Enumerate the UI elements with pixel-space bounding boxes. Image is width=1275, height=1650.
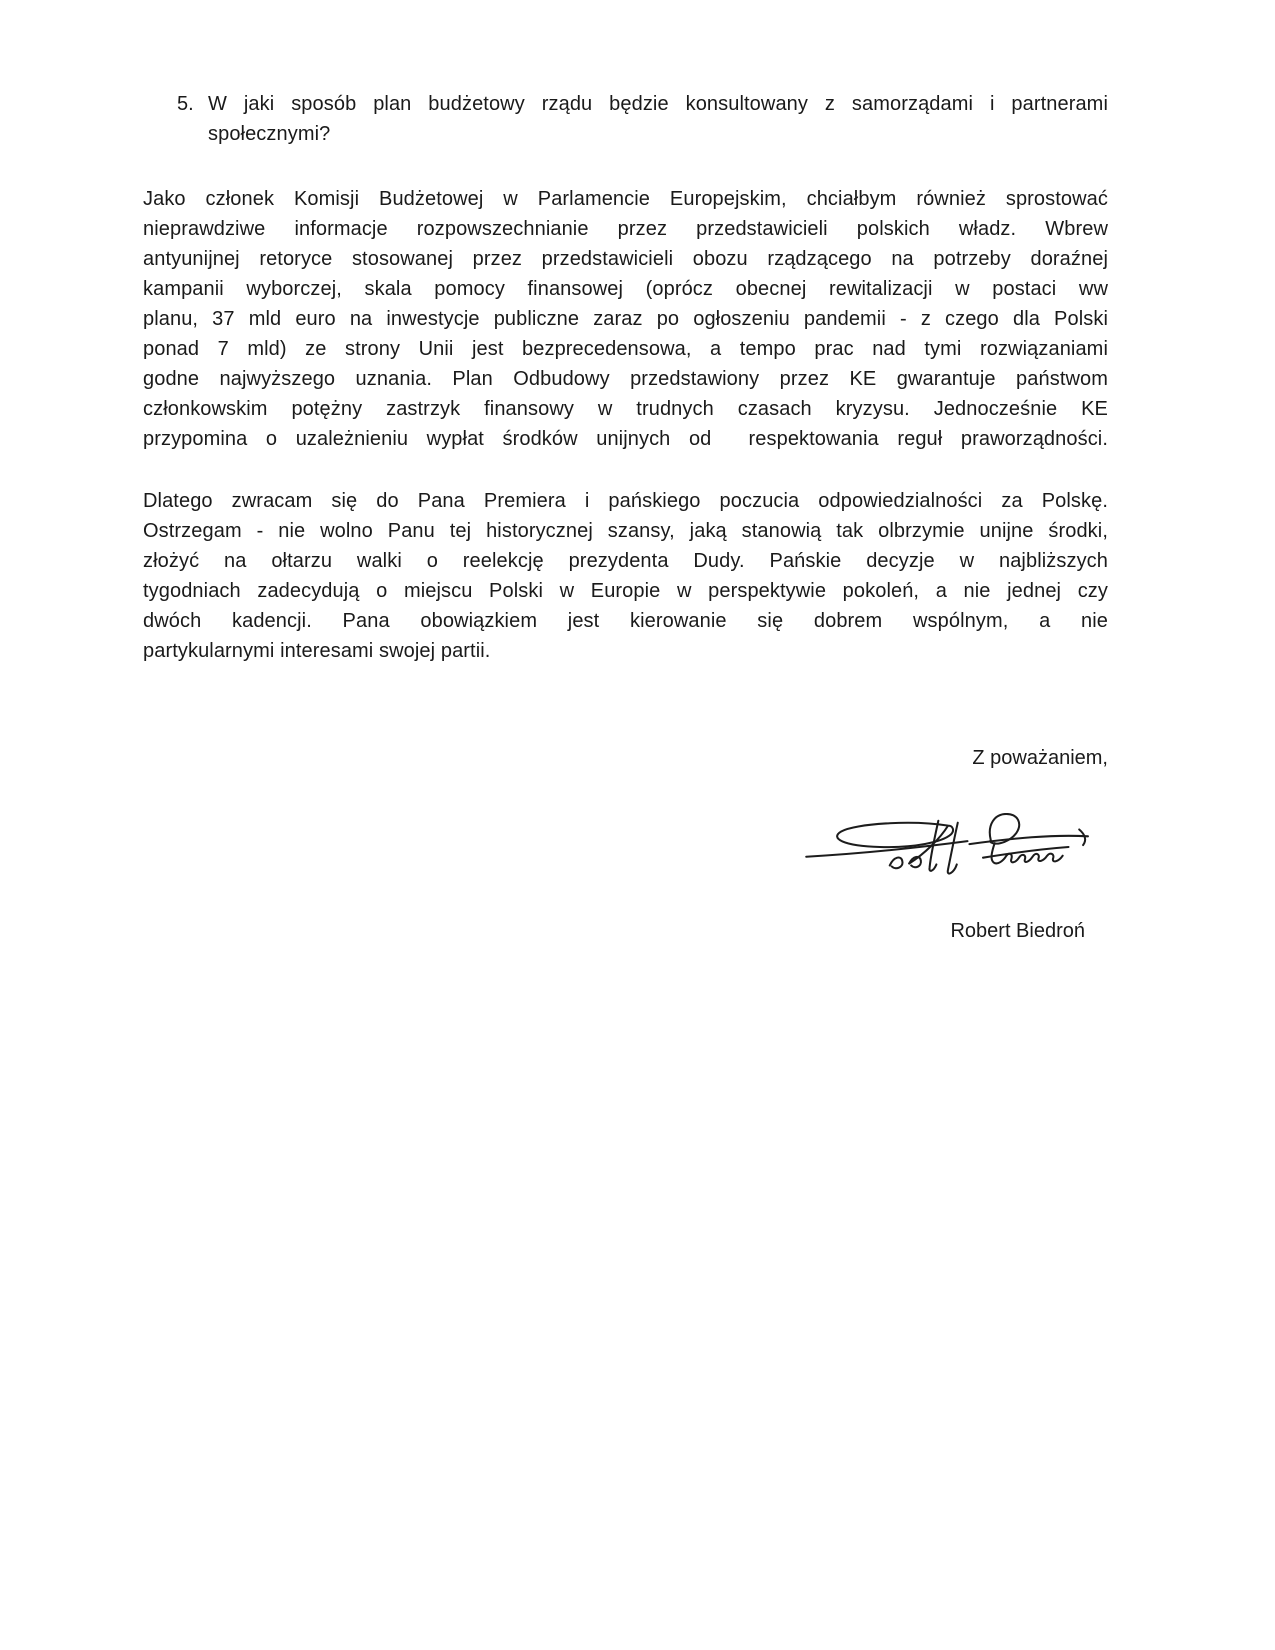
text-line: W jaki sposób plan budżetowy rządu będzie konsultowany z samorządami i partnerami xyxy=(208,93,1108,115)
text-line: planu, 37 mld euro na inwestycje publiczne zaraz po ogłoszeniu pandemii - z czego dla Polski xyxy=(143,308,1108,330)
text-line: kampanii wyborczej, skala pomocy finansowej (oprócz obecnej rewitalizacji w postaci ww xyxy=(143,278,1108,300)
closing-salutation: Z poważaniem, xyxy=(972,747,1108,769)
letter-body xyxy=(143,0,1108,946)
text-line: tygodniach zadecydują o miejscu Polski w Europie w perspektywie pokoleń, a nie jednej czy xyxy=(143,580,1108,602)
closing-block xyxy=(143,743,1108,946)
numbered-question-item xyxy=(177,89,1108,149)
text-line: złożyć na ołtarzu walki o reelekcję prezydenta Dudy. Pańskie decyzje w najbliższych xyxy=(143,550,1108,572)
text-line: antyunijnej retoryce stosowanej przez przedstawicieli obozu rządzącego na potrzeby doraźnej xyxy=(143,248,1108,270)
text-line: nieprawdziwe informacje rozpowszechnianie przez przedstawicieli polskich władz. Wbrew xyxy=(143,218,1108,240)
text-line: członkowskim potężny zastrzyk finansowy w trudnych czasach kryzysu. Jednocześnie KE xyxy=(143,398,1108,420)
signature-block xyxy=(143,813,1108,881)
paragraph-body-2 xyxy=(143,486,1108,666)
question-text xyxy=(208,89,1108,149)
text-line: Dlatego zwracam się do Pana Premiera i pańskiego poczucia odpowiedzialności za Polskę. xyxy=(143,490,1108,512)
paragraph-body-1 xyxy=(143,184,1108,454)
text-line: godne najwyższego uznania. Plan Odbudowy przedstawiony przez KE gwarantuje państwom xyxy=(143,368,1108,390)
text-line: Jako członek Komisji Budżetowej w Parlamencie Europejskim, chciałbym również sprostować xyxy=(143,188,1108,210)
text-line: przypomina o uzależnieniu wypłat środków unijnych od respektowania reguł praworządności. xyxy=(143,428,1108,450)
text-line: ponad 7 mld) ze strony Unii jest bezprecedensowa, a tempo prac nad tymi rozwiązaniami xyxy=(143,338,1108,360)
signatory-name: Robert Biedroń xyxy=(950,920,1085,942)
handwritten-signature-icon xyxy=(800,813,1100,881)
text-line: dwóch kadencji. Pana obowiązkiem jest kierowanie się dobrem wspólnym, a nie xyxy=(143,610,1108,632)
text-line: Ostrzegam - nie wolno Panu tej historycznej szansy, jaką stanowią tak olbrzymie unijne środki, xyxy=(143,520,1108,542)
list-item-number: 5. xyxy=(177,93,194,115)
text-line: partykularnymi interesami swojej partii. xyxy=(143,640,491,662)
text-line: społecznymi? xyxy=(208,123,331,145)
